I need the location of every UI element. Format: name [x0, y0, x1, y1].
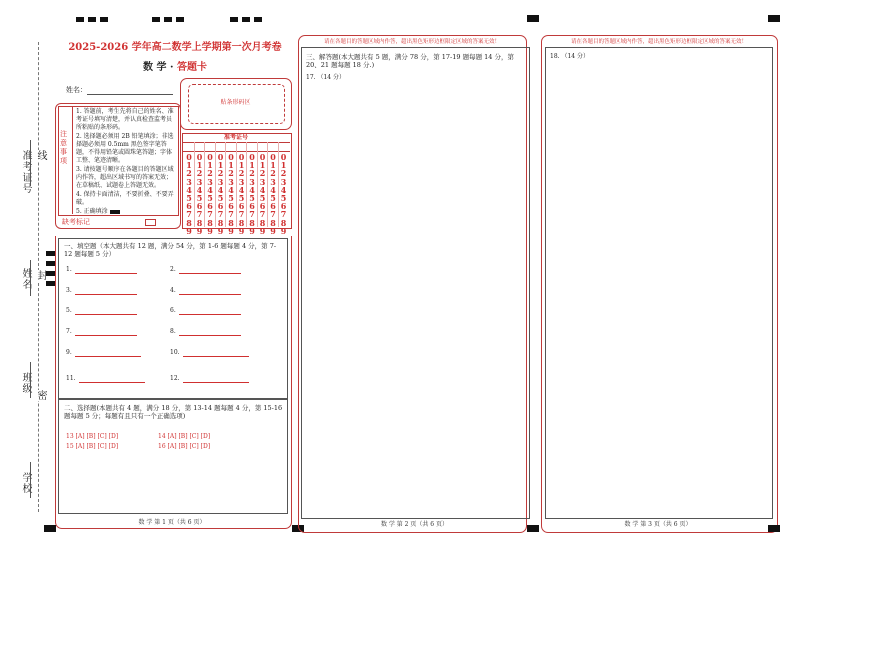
side-underline [30, 140, 31, 186]
choice-row[interactable]: 13 [A] [B] [C] [D] [66, 433, 119, 440]
id-digit-bubble[interactable]: 5 [217, 193, 224, 204]
side-tight-label: 密 [35, 390, 46, 401]
id-digit-bubble[interactable]: 6 [196, 201, 203, 212]
id-column-divider [257, 142, 258, 227]
id-column-divider [204, 142, 205, 227]
id-digit-bubble[interactable]: 3 [196, 176, 203, 187]
id-digit-bubble[interactable]: 1 [280, 160, 287, 171]
id-digit-bubble[interactable]: 2 [249, 168, 255, 179]
id-digit-bubble[interactable]: 5 [259, 193, 266, 204]
id-digit-column[interactable] [268, 153, 278, 235]
id-digit-bubble[interactable]: 0 [196, 152, 203, 162]
id-digit-bubble[interactable]: 7 [280, 209, 287, 220]
id-digit-bubble[interactable]: 6 [259, 201, 266, 212]
subject-prefix: 数 学 · [143, 62, 177, 73]
id-digit-bubble[interactable]: 8 [259, 217, 266, 228]
timing-mark [100, 17, 108, 22]
absent-label: 缺考标记 [62, 218, 90, 226]
id-digit-column[interactable] [258, 153, 268, 235]
timing-mark [76, 17, 84, 22]
id-digit-bubble[interactable]: 9 [259, 225, 266, 236]
side-underline [30, 362, 31, 398]
timing-mark [46, 281, 55, 286]
id-digit-bubble[interactable]: 8 [249, 217, 255, 228]
id-digit-bubble[interactable]: 0 [217, 152, 224, 162]
side-school-label: 学校 [20, 472, 31, 494]
fill-blank-number: 3. [66, 287, 72, 294]
id-digit-bubble[interactable]: 0 [280, 152, 287, 162]
id-digit-bubble[interactable]: 2 [228, 168, 234, 179]
id-digit-bubble[interactable]: 7 [259, 209, 266, 220]
id-digit-bubble[interactable]: 6 [207, 201, 213, 212]
timing-mark [46, 261, 55, 266]
correct-fill-row [76, 208, 176, 216]
notice-item: 2. 选择题必须用 2B 铅笔填涂；非选择题必须用 0.5mm 黑色签字笔答题，不得用铅笔或圆珠笔答题；字体工整、笔迹清晰。 [76, 133, 174, 164]
id-digit-bubble[interactable]: 6 [249, 201, 255, 212]
id-digit-bubble[interactable]: 1 [228, 160, 234, 171]
id-digit-bubble[interactable]: 2 [238, 168, 245, 179]
fill-blank-number: 9. [66, 349, 72, 356]
id-digit-bubble[interactable]: 6 [186, 201, 192, 212]
timing-mark [44, 525, 56, 532]
id-digit-bubble[interactable]: 0 [259, 152, 266, 162]
section3-title: 三、解答题(本大题共有 5 题，满分 78 分，第 17-19 题每题 14 分，第 20、21 题每题 18 分.) [306, 53, 514, 69]
id-digit-bubble[interactable]: 7 [186, 209, 192, 220]
q17-label: 17. （14 分） [306, 74, 345, 81]
id-digit-bubble[interactable]: 4 [280, 184, 287, 195]
fill-blank-number: 10. [170, 349, 180, 356]
side-underline [30, 462, 31, 498]
fill-blank-number: 2. [170, 266, 176, 273]
id-digit-bubble[interactable]: 4 [217, 184, 224, 195]
exam-title: 2025-2026 学年高二数学上学期第一次月考卷 [68, 42, 282, 53]
id-digit-bubble[interactable]: 4 [270, 184, 276, 195]
id-digit-bubble[interactable]: 1 [196, 160, 203, 171]
id-digit-bubble[interactable]: 5 [270, 193, 276, 204]
id-digit-bubble[interactable]: 5 [280, 193, 287, 204]
q18-label: 18. （14 分） [550, 53, 589, 60]
id-digit-bubble[interactable]: 2 [270, 168, 276, 179]
id-digit-bubble[interactable]: 1 [217, 160, 224, 171]
subject-suffix: 答题卡 [176, 62, 207, 73]
id-digit-bubble[interactable]: 5 [228, 193, 234, 204]
id-digit-bubble[interactable]: 0 [249, 152, 255, 162]
id-digit-bubble[interactable]: 5 [207, 193, 213, 204]
id-digit-bubble[interactable]: 7 [207, 209, 213, 220]
id-digit-column[interactable] [216, 153, 226, 235]
id-digit-bubble[interactable]: 8 [196, 217, 203, 228]
name-underline [87, 94, 173, 95]
section1-title: 一、填空题（本大题共有 12 题，满分 54 分，第 1-6 题每题 4 分，第 7-12 题每题 5 分） [64, 242, 277, 258]
id-digit-bubble[interactable]: 6 [280, 201, 287, 212]
id-digit-column[interactable] [195, 153, 205, 235]
id-digit-bubble[interactable]: 7 [238, 209, 245, 220]
fill-blank-number: 1. [66, 266, 72, 273]
id-digit-bubble[interactable]: 5 [238, 193, 245, 204]
timing-mark [164, 17, 172, 22]
id-column-divider [278, 142, 279, 227]
id-digit-column[interactable] [184, 153, 194, 235]
timing-mark [46, 251, 55, 256]
id-digit-bubble[interactable]: 9 [186, 225, 192, 236]
correct-fill-sample [110, 210, 120, 214]
timing-mark [230, 17, 238, 22]
name-field[interactable] [66, 86, 173, 95]
id-digit-bubble[interactable]: 9 [249, 225, 255, 236]
fill-blank-number: 7. [66, 328, 72, 335]
id-digit-bubble[interactable]: 1 [249, 160, 255, 171]
id-digit-bubble[interactable]: 8 [186, 217, 192, 228]
side-underline [30, 260, 31, 296]
choice-row[interactable]: 15 [A] [B] [C] [D] [66, 443, 119, 450]
fill-blank-number: 8. [170, 328, 176, 335]
id-digit-bubble[interactable]: 2 [217, 168, 224, 179]
page2-footer: 数 学 第 2 页（共 6 页） [380, 521, 449, 528]
id-digit-bubble[interactable]: 3 [238, 176, 245, 187]
id-digit-bubble[interactable]: 9 [217, 225, 224, 236]
id-digit-bubble[interactable]: 0 [238, 152, 245, 162]
id-digit-bubble[interactable]: 7 [249, 209, 255, 220]
page3-warning: 请在各题目的答题区域内作答，超出黑色矩形边框限定区域的答案无效！ [570, 39, 747, 45]
id-digit-bubble[interactable]: 1 [238, 160, 245, 171]
id-digit-bubble[interactable]: 5 [249, 193, 255, 204]
id-digit-bubble[interactable]: 0 [270, 152, 276, 162]
timing-mark [46, 271, 55, 276]
id-digit-bubble[interactable]: 0 [186, 152, 192, 162]
side-id-label: 准考证号 [20, 150, 31, 194]
id-digit-bubble[interactable]: 8 [228, 217, 234, 228]
id-digit-bubble[interactable]: 7 [270, 209, 276, 220]
id-digit-bubble[interactable]: 9 [280, 225, 287, 236]
id-column-divider [194, 142, 195, 227]
id-digit-bubble[interactable]: 1 [186, 160, 192, 171]
page1-bottom-frame [55, 236, 292, 529]
fill-blank-number: 12. [170, 375, 180, 382]
id-digit-bubble[interactable]: 5 [186, 193, 192, 204]
id-digit-bubble[interactable]: 8 [207, 217, 213, 228]
id-digit-bubble[interactable]: 8 [238, 217, 245, 228]
notice-item: 1. 答题前，考生先将自己的姓名、准考证号填写清楚，并认真检查监考员所粘贴的条形码。 [76, 108, 174, 131]
id-digit-bubble[interactable]: 6 [238, 201, 245, 212]
id-digit-bubble[interactable]: 6 [217, 201, 224, 212]
id-digit-bubble[interactable]: 2 [186, 168, 192, 179]
id-digit-bubble[interactable]: 9 [270, 225, 276, 236]
id-column-divider [246, 142, 247, 227]
id-digit-bubble[interactable]: 2 [207, 168, 213, 179]
id-digit-bubble[interactable]: 7 [228, 209, 234, 220]
side-line-label: 线 [35, 150, 46, 161]
id-digit-bubble[interactable]: 3 [217, 176, 224, 187]
id-digit-bubble[interactable]: 3 [249, 176, 255, 187]
id-digit-bubble[interactable]: 4 [238, 184, 245, 195]
id-column-divider [267, 142, 268, 227]
id-digit-bubble[interactable]: 4 [259, 184, 266, 195]
id-digit-bubble[interactable]: 3 [186, 176, 192, 187]
notice-item: 3. 请按题号顺序在各题目的答题区域内作答，超出区域书写的答案无效；在草稿纸、试题卷上答题无效。 [76, 166, 174, 189]
section2-title: 二、选择题(本题共有 4 题，满分 18 分，第 13-14 题每题 4 分，第 15-16 题每题 5 分；每题有且只有一个正确选项) [64, 404, 283, 420]
id-digit-bubble[interactable]: 8 [270, 217, 276, 228]
name-label: 姓名： [66, 86, 87, 94]
absent-checkbox[interactable] [145, 219, 156, 226]
page2-warning: 请在各题目的答题区域内作答，超出黑色矩形边框限定区域的答案无效！ [323, 39, 500, 45]
id-digit-bubble[interactable]: 8 [280, 217, 287, 228]
id-digit-bubble[interactable]: 4 [249, 184, 255, 195]
side-name-label: 姓名 [20, 268, 31, 290]
subject-line [58, 58, 292, 73]
timing-mark [527, 15, 539, 22]
id-header: 准考证号 [223, 134, 248, 141]
id-digit-bubble[interactable]: 3 [228, 176, 234, 187]
id-digit-bubble[interactable]: 0 [228, 152, 234, 162]
id-digit-bubble[interactable]: 6 [270, 201, 276, 212]
id-column-divider [225, 142, 226, 227]
side-seal-label: 封 [35, 270, 46, 281]
fill-blank-number: 6. [170, 307, 176, 314]
page1-footer: 数 学 第 1 页（共 6 页） [138, 519, 206, 526]
timing-mark [527, 525, 539, 532]
timing-mark [88, 17, 96, 22]
barcode-label: 贴条形码区 [220, 99, 251, 106]
choice-row[interactable]: 14 [A] [B] [C] [D] [158, 433, 211, 440]
page3-footer: 数 学 第 3 页（共 6 页） [624, 521, 692, 528]
correct-fill-label: 5. 正确填涂 [76, 208, 108, 215]
fill-blank-number: 4. [170, 287, 176, 294]
timing-mark [242, 17, 250, 22]
id-digit-bubble[interactable]: 7 [196, 209, 203, 220]
side-class-label: 班级 [20, 372, 31, 394]
timing-mark [768, 525, 780, 532]
id-digit-bubble[interactable]: 5 [196, 193, 203, 204]
id-digit-bubble[interactable]: 0 [207, 152, 213, 162]
notice-item: 4. 保持卡面清洁，不要折叠、不要弄破。 [76, 191, 174, 206]
id-digit-bubble[interactable]: 6 [228, 201, 234, 212]
notice-label: 注意事项 [60, 130, 67, 165]
id-digit-bubble[interactable]: 1 [259, 160, 266, 171]
id-digit-bubble[interactable]: 9 [238, 225, 245, 236]
fill-blank-number: 5. [66, 307, 72, 314]
id-digit-bubble[interactable]: 7 [217, 209, 224, 220]
id-column-divider [236, 142, 237, 227]
id-digit-bubble[interactable]: 8 [217, 217, 224, 228]
id-digit-bubble[interactable]: 3 [207, 176, 213, 187]
id-digit-column[interactable] [226, 153, 236, 235]
id-digit-column[interactable] [205, 153, 215, 235]
id-digit-bubble[interactable]: 2 [196, 168, 203, 179]
id-digit-bubble[interactable]: 9 [196, 225, 203, 236]
id-digit-bubble[interactable]: 3 [270, 176, 276, 187]
id-digit-column[interactable] [237, 153, 247, 235]
id-digit-bubble[interactable]: 1 [270, 160, 276, 171]
choice-row[interactable]: 16 [A] [B] [C] [D] [158, 443, 211, 450]
timing-mark [176, 17, 184, 22]
id-digit-bubble[interactable]: 2 [259, 168, 266, 179]
id-digit-bubble[interactable]: 4 [228, 184, 234, 195]
notice-divider [72, 106, 73, 214]
id-digit-bubble[interactable]: 4 [207, 184, 213, 195]
id-column-divider [215, 142, 216, 227]
id-digit-bubble[interactable]: 1 [207, 160, 213, 171]
id-digit-bubble[interactable]: 9 [207, 225, 213, 236]
fill-blank-number: 11. [66, 375, 76, 382]
page2-answer-box [301, 47, 530, 519]
id-digit-bubble[interactable]: 3 [259, 176, 266, 187]
id-digit-bubble[interactable]: 4 [196, 184, 203, 195]
timing-mark [768, 15, 780, 22]
id-digit-bubble[interactable]: 4 [186, 184, 192, 195]
id-digit-bubble[interactable]: 3 [280, 176, 287, 187]
timing-mark [254, 17, 262, 22]
id-digit-bubble[interactable]: 9 [228, 225, 234, 236]
id-digit-column[interactable] [247, 153, 257, 235]
page3-answer-box [545, 47, 773, 519]
timing-mark [152, 17, 160, 22]
notice-list [76, 108, 176, 216]
id-digit-column[interactable] [279, 153, 289, 235]
id-digit-bubble[interactable]: 2 [280, 168, 287, 179]
